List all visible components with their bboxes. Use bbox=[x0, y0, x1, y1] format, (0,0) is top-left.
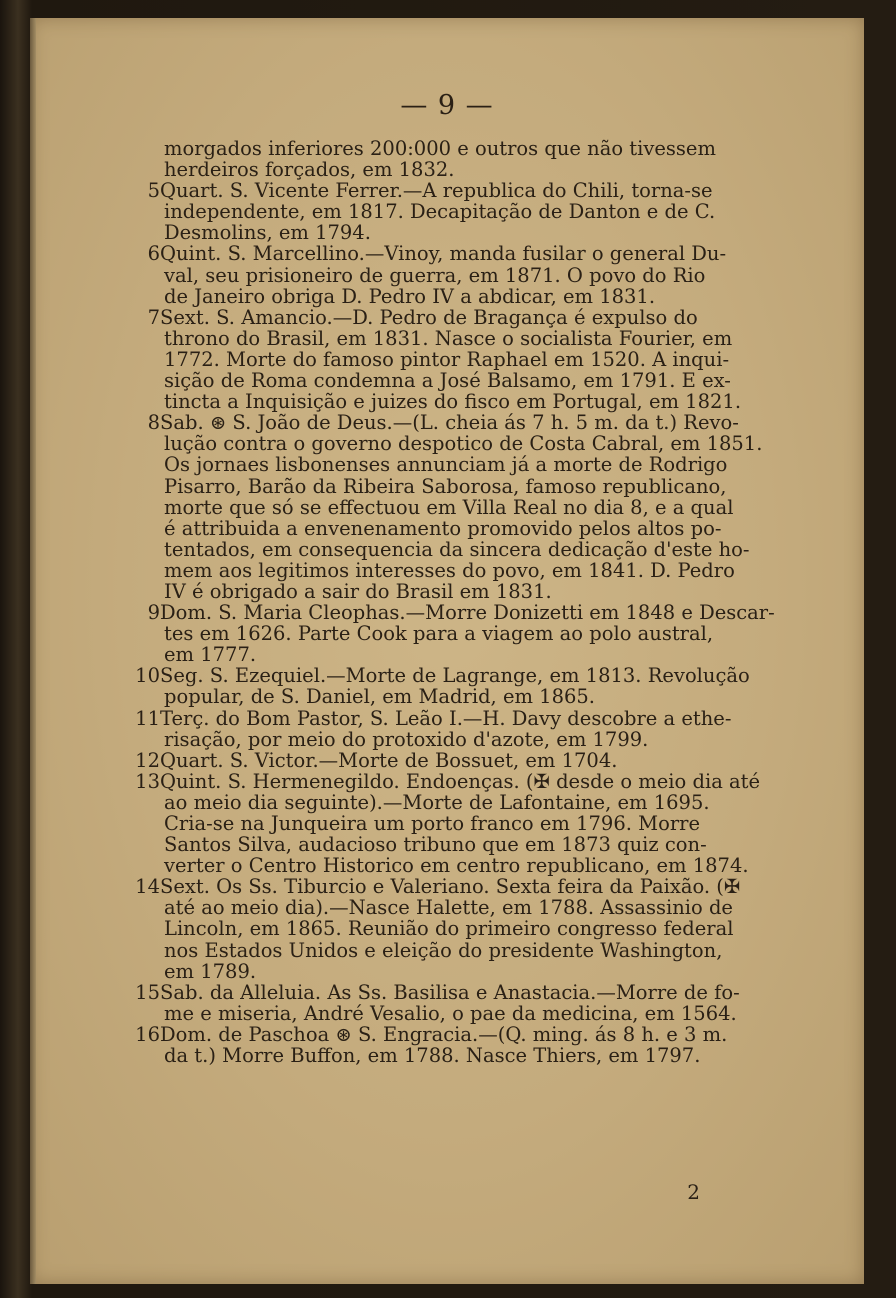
day-number: 10 bbox=[135, 664, 160, 688]
entry-text: Sext. Os Ss. Tiburcio e Valeriano. Sexta feira da Paixão. (✠ bbox=[160, 875, 741, 899]
entry-text: tincta a Inquisição e juizes do fisco em Portugal, em 1821. bbox=[164, 390, 742, 414]
entry-continuation-line bbox=[114, 644, 804, 665]
entry-continuation-line bbox=[114, 349, 804, 370]
entry-first-line bbox=[114, 602, 804, 623]
entry-continuation-line bbox=[114, 476, 804, 497]
day-number: 16 bbox=[135, 1022, 160, 1046]
entry-first-line bbox=[114, 750, 804, 771]
day-number: 9 bbox=[147, 601, 160, 625]
entry-continuation-line bbox=[114, 433, 804, 454]
entry-first-line bbox=[114, 708, 804, 729]
day-number: 6 bbox=[147, 242, 160, 266]
entry-continuation-line bbox=[114, 286, 804, 307]
entry-continuation-line bbox=[114, 370, 804, 391]
entry-text: verter o Centro Historico em centro republicano, em 1874. bbox=[164, 854, 749, 878]
book-page bbox=[30, 18, 864, 1284]
entry-text: Dom. S. Maria Cleophas.—Morre Donizetti em 1848 e Descar- bbox=[160, 601, 775, 625]
page-spine-edge bbox=[30, 18, 36, 1284]
day-number: 5 bbox=[147, 179, 160, 203]
entry-text: Os jornaes lisbonenses annunciam já a morte de Rodrigo bbox=[164, 453, 728, 477]
entry-text: de Janeiro obriga D. Pedro IV a abdicar, em 1831. bbox=[164, 284, 656, 308]
entry-text: Quart. S. Victor.—Morte de Bossuet, em 1704. bbox=[160, 748, 618, 772]
entry-continuation-line bbox=[114, 159, 804, 180]
entry-text: 1772. Morte do famoso pintor Raphael em 1520. A inqui- bbox=[164, 347, 730, 371]
entry-text: Quint. S. Marcellino.—Vinoy, manda fusilar o general Du- bbox=[160, 242, 727, 266]
entry-text: independente, em 1817. Decapitação de Danton e de C. bbox=[164, 200, 716, 224]
day-number: 11 bbox=[135, 706, 160, 730]
entry-first-line bbox=[114, 771, 804, 792]
entry-first-line bbox=[114, 243, 804, 264]
entry-text: throno do Brasil, em 1831. Nasce o socialista Fourier, em bbox=[164, 326, 733, 350]
entry-text: Dom. de Paschoa ⊛ S. Engracia.—(Q. ming. ás 8 h. e 3 m. bbox=[160, 1022, 728, 1046]
entry-text: sição de Roma condemna a José Balsamo, em 1791. E ex- bbox=[164, 369, 731, 393]
entry-text: Terç. do Bom Pastor, S. Leão I.—H. Davy descobre a ethe- bbox=[160, 706, 732, 730]
entry-continuation-line bbox=[114, 729, 804, 750]
entry-text: risação, por meio do protoxido d'azote, em 1799. bbox=[164, 727, 649, 751]
entry-continuation-line bbox=[114, 686, 804, 707]
entry-first-line bbox=[114, 1024, 804, 1045]
entry-text: ao meio dia seguinte).—Morte de Lafontaine, em 1695. bbox=[164, 790, 710, 814]
entry-continuation-line bbox=[114, 940, 804, 961]
entry-continuation-line bbox=[114, 391, 804, 412]
entry-first-line bbox=[114, 982, 804, 1003]
entry-continuation-line bbox=[114, 222, 804, 243]
entry-text: em 1777. bbox=[164, 643, 257, 667]
entry-first-line bbox=[114, 307, 804, 328]
entry-text: da t.) Morre Buffon, em 1788. Nasce Thiers, em 1797. bbox=[164, 1044, 701, 1068]
entry-continuation-line bbox=[114, 581, 804, 602]
entry-first-line bbox=[114, 412, 804, 433]
entry-continuation-line bbox=[114, 454, 804, 475]
page-number: — 9 — bbox=[400, 90, 494, 121]
day-number: 12 bbox=[135, 748, 160, 772]
entry-continuation-line bbox=[114, 918, 804, 939]
entry-first-line bbox=[114, 876, 804, 897]
entry-text: Santos Silva, audacioso tribuno que em 1873 quiz con- bbox=[164, 833, 707, 857]
entry-text: Sext. S. Amancio.—D. Pedro de Bragança é expulso do bbox=[160, 305, 698, 329]
entry-continuation-line bbox=[114, 855, 804, 876]
entry-text: popular, de S. Daniel, em Madrid, em 1865. bbox=[164, 685, 596, 709]
entry-text: em 1789. bbox=[164, 959, 257, 983]
entry-text: Sab. ⊛ S. João de Deus.—(L. cheia ás 7 h. 5 m. da t.) Revo- bbox=[160, 411, 739, 435]
entry-text: morte que só se effectuou em Villa Real no dia 8, e a qual bbox=[164, 495, 734, 519]
entry-text: Lincoln, em 1865. Reunião do primeiro congresso federal bbox=[164, 917, 734, 941]
entry-continuation-line bbox=[114, 897, 804, 918]
entry-continuation-line bbox=[114, 813, 804, 834]
entry-text: Cria-se na Junqueira um porto franco em 1796. Morre bbox=[164, 812, 701, 835]
entry-text: lução contra o governo despotico de Costa Cabral, em 1851. bbox=[164, 432, 763, 456]
entry-text: Quint. S. Hermenegildo. Endoenças. (✠ desde o meio dia até bbox=[160, 769, 761, 793]
entry-continuation-line bbox=[114, 834, 804, 855]
entry-continuation-line bbox=[114, 623, 804, 644]
entry-continuation-line bbox=[114, 1045, 804, 1066]
entry-first-line bbox=[114, 180, 804, 201]
entry-text: IV é obrigado a sair do Brasil em 1831. bbox=[164, 579, 552, 603]
entry-text: mem aos legitimos interesses do povo, em 1841. D. Pedro bbox=[164, 558, 735, 582]
entry-continuation-line bbox=[114, 265, 804, 286]
entry-text: Sab. da Alleluia. As Ss. Basilisa e Anastacia.—Morre de fo- bbox=[160, 980, 740, 1004]
entry-text: tes em 1626. Parte Cook para a viagem ao polo austral, bbox=[164, 622, 714, 646]
printer-signature-mark: 2 bbox=[687, 1180, 700, 1204]
entry-text: me e miseria, André Vesalio, o pae da medicina, em 1564. bbox=[164, 1001, 737, 1025]
entry-text: herdeiros forçados, em 1832. bbox=[164, 158, 455, 182]
entry-first-line bbox=[114, 665, 804, 686]
entry-text: até ao meio dia).—Nasce Halette, em 1788. Assassinio de bbox=[164, 896, 733, 920]
entry-text: nos Estados Unidos e eleição do presidente Washington, bbox=[164, 938, 723, 962]
day-number: 15 bbox=[135, 980, 160, 1004]
entry-continuation-line bbox=[114, 328, 804, 349]
entry-text: Quart. S. Vicente Ferrer.—A republica do Chili, torna-se bbox=[160, 179, 713, 203]
entry-text: tentados, em consequencia da sincera dedicação d'este ho- bbox=[164, 537, 750, 561]
entry-continuation-line bbox=[114, 518, 804, 539]
day-number: 7 bbox=[147, 305, 160, 329]
entry-text: Desmolins, em 1794. bbox=[164, 221, 371, 245]
entry-continuation-line bbox=[114, 138, 804, 159]
entry-continuation-line bbox=[114, 201, 804, 222]
entry-text: é attribuida a envenenamento promovido pelos altos po- bbox=[164, 516, 722, 540]
day-number: 8 bbox=[147, 411, 160, 435]
entry-continuation-line bbox=[114, 560, 804, 581]
day-number: 13 bbox=[135, 769, 160, 793]
entry-continuation-line bbox=[114, 539, 804, 560]
entry-text: Pisarro, Barão da Ribeira Saborosa, famoso republicano, bbox=[164, 474, 727, 498]
entry-text: Seg. S. Ezequiel.—Morte de Lagrange, em 1813. Revolução bbox=[160, 664, 750, 688]
entry-text: morgados inferiores 200:000 e outros que não tivessem bbox=[164, 137, 716, 160]
day-number: 14 bbox=[135, 875, 160, 899]
calendar-entries bbox=[114, 138, 804, 1066]
entry-text: val, seu prisioneiro de guerra, em 1871. O povo do Rio bbox=[164, 263, 706, 287]
entry-continuation-line bbox=[114, 792, 804, 813]
entry-continuation-line bbox=[114, 961, 804, 982]
entry-continuation-line bbox=[114, 1003, 804, 1024]
entry-continuation-line bbox=[114, 497, 804, 518]
